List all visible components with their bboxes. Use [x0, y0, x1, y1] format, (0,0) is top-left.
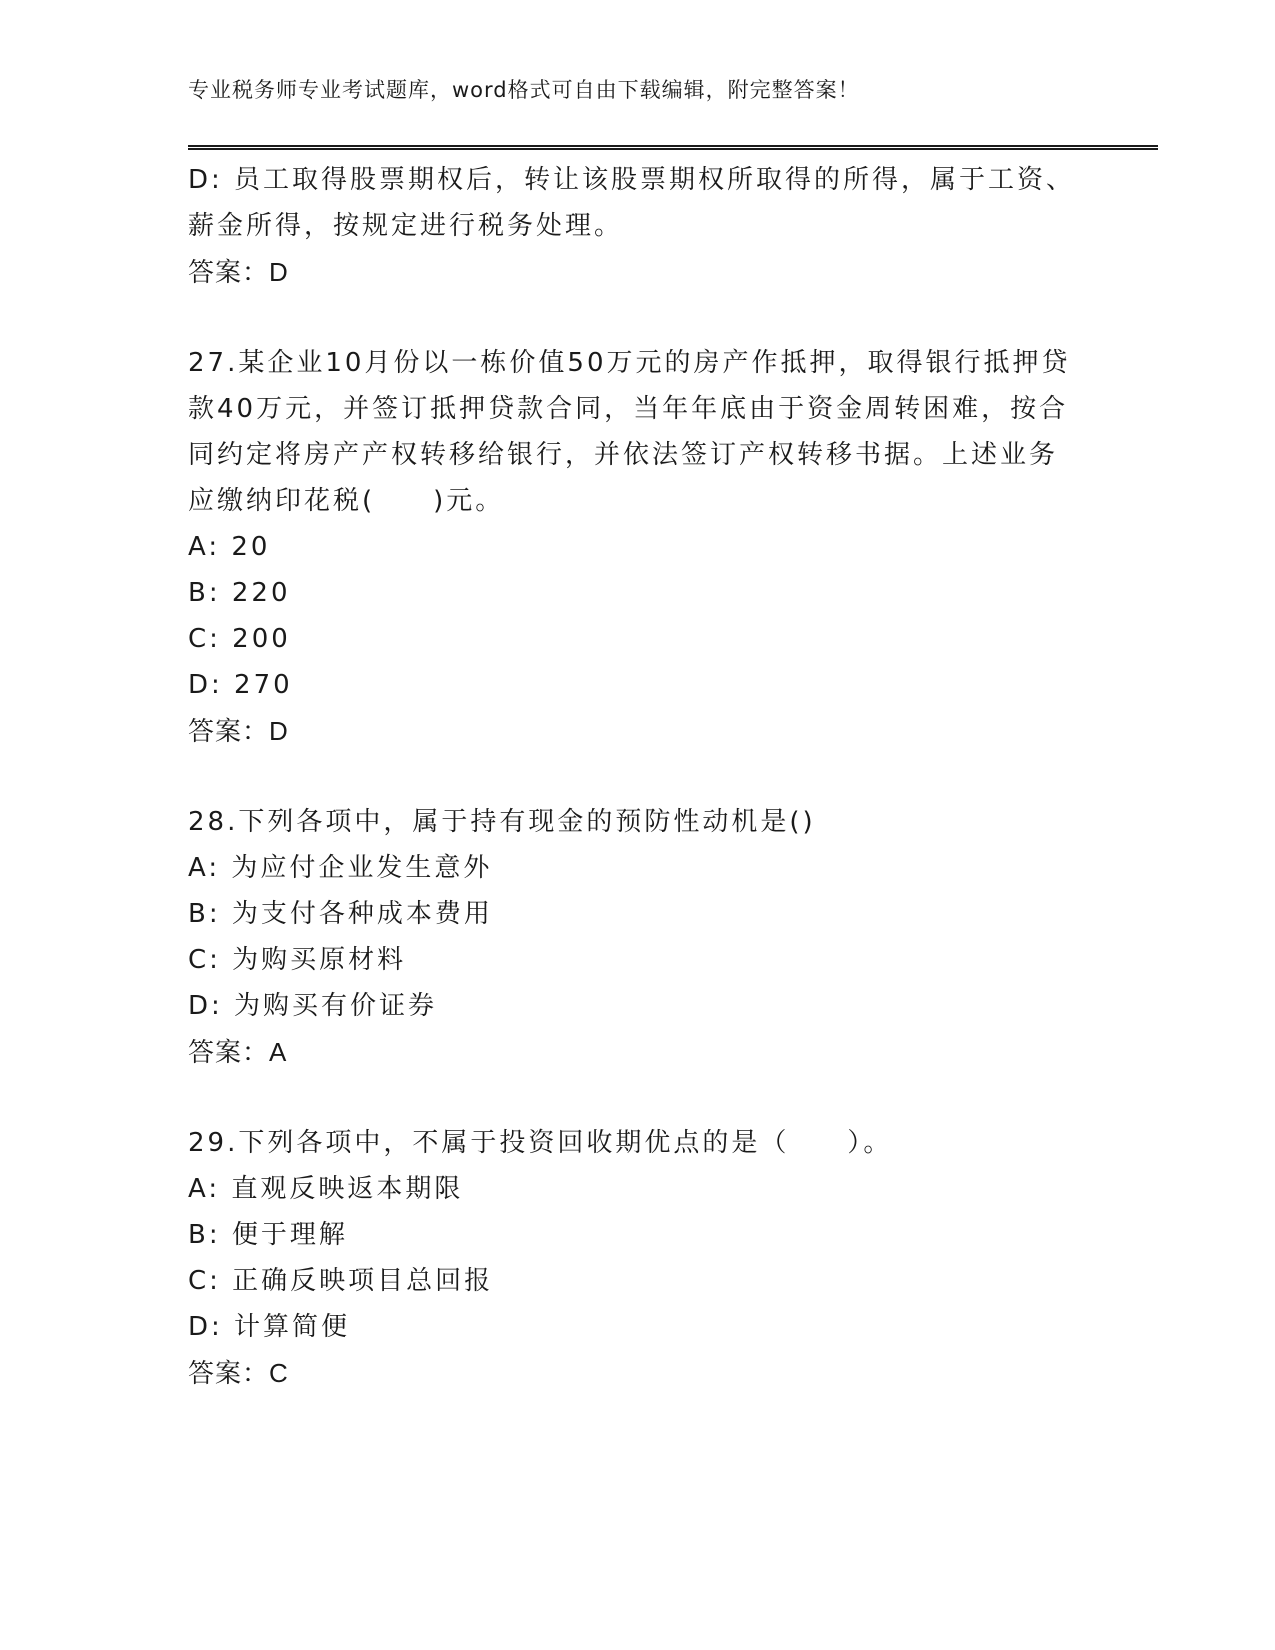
question-stem-line: 应缴纳印花税( )元。: [188, 486, 505, 516]
option-d-line-1: D: 员工取得股票期权后，转让该股票期权所取得的所得，属于工资、: [188, 165, 1076, 195]
option-d: D: 270: [188, 670, 293, 700]
question-stem-line: 款40万元，并签订抵押贷款合同，当年年底由于资金周转困难，按合: [188, 394, 1069, 424]
question-stem-line: 27.某企业10月份以一栋价值50万元的房产作抵押，取得银行抵押贷: [188, 348, 1071, 378]
option-d: D: 为购买有价证券: [188, 991, 438, 1021]
question-stem-line: 29.下列各项中，不属于投资回收期优点的是（ ）。: [188, 1128, 893, 1158]
option-a: A: 直观反映返本期限: [188, 1174, 464, 1204]
option-a: A: 为应付企业发生意外: [188, 853, 493, 883]
option-b: B: 220: [188, 578, 291, 608]
option-a: A: 20: [188, 532, 271, 562]
question-28: [188, 799, 1088, 1075]
question-29: [188, 1120, 1088, 1396]
page-header: 专业税务师专业考试题库，word格式可自由下载编辑，附完整答案！: [188, 78, 860, 102]
option-b: B: 便于理解: [188, 1220, 348, 1250]
option-d-line-2: 薪金所得，按规定进行税务处理。: [188, 211, 624, 241]
option-c: C: 200: [188, 624, 291, 654]
option-b: B: 为支付各种成本费用: [188, 899, 493, 929]
question-stem-line: 28.下列各项中，属于持有现金的预防性动机是(): [188, 807, 816, 837]
header-divider: [188, 145, 1158, 150]
option-c: C: 正确反映项目总回报: [188, 1266, 494, 1296]
question-stem-line: 同约定将房产产权转移给银行，并依法签订产权转移书据。上述业务: [188, 440, 1059, 470]
previous-question-tail: [188, 157, 1088, 295]
option-d: D: 计算简便: [188, 1312, 351, 1342]
answer-line: 答案：D: [188, 716, 289, 746]
answer-line: 答案：A: [188, 1037, 288, 1067]
question-27: [188, 340, 1088, 754]
document-body: [188, 157, 1088, 1396]
answer-line: 答案：C: [188, 1358, 289, 1388]
option-c: C: 为购买原材料: [188, 945, 407, 975]
answer-line: 答案：D: [188, 257, 289, 287]
